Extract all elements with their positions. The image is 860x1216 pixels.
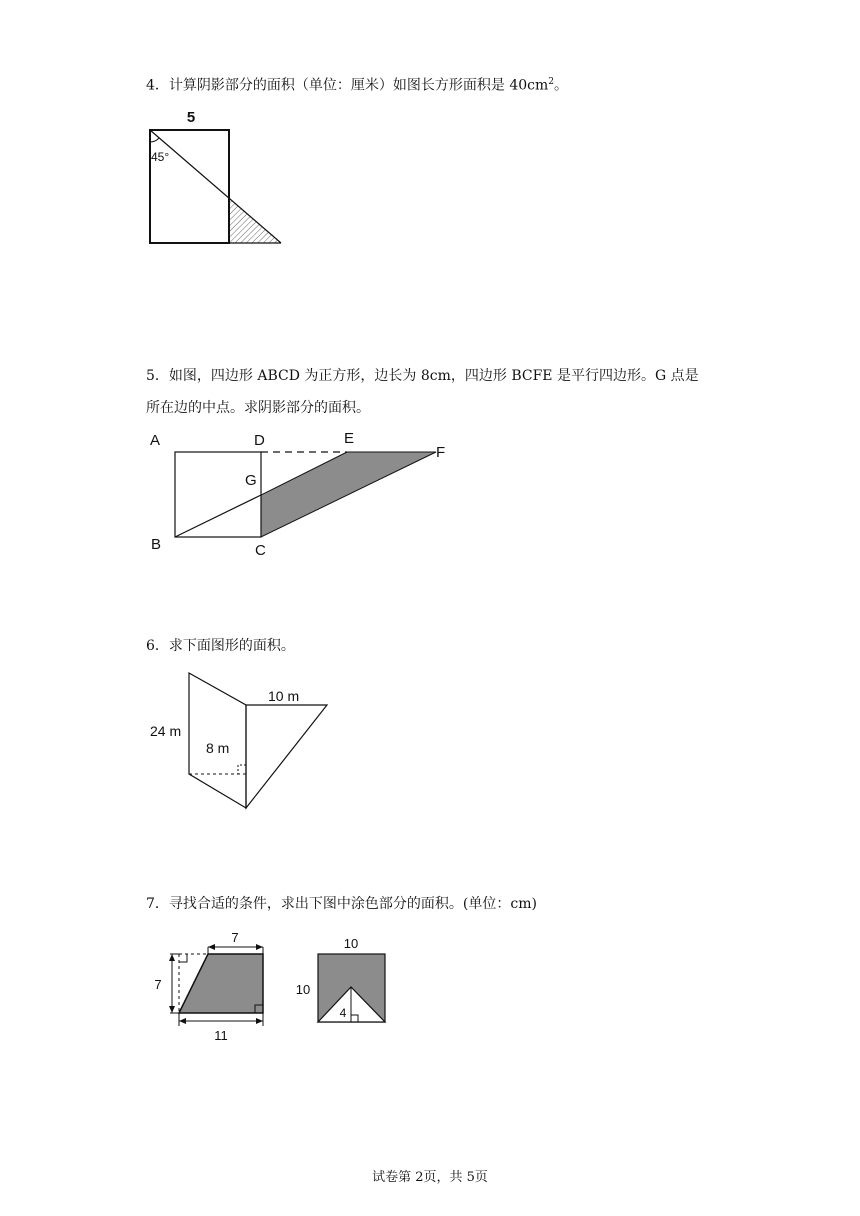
- figure-5: [140, 425, 460, 565]
- fig7-square-left-label: 10: [295, 982, 311, 997]
- question-5-line-2: 所在边的中点。求阴影部分的面积。: [146, 400, 370, 416]
- fig7-square-base-label: 4: [339, 1006, 347, 1020]
- question-4-text: 4．计算阴影部分的面积（单位：厘米）如图长方形面积是 40cm: [146, 77, 549, 94]
- fig4-top-label: 5: [186, 109, 196, 126]
- fig5-line-bg: [175, 495, 261, 537]
- fig6-left-label: 24 m: [150, 723, 182, 739]
- fig7-bottom-label: 11: [214, 1028, 228, 1043]
- fig7-trapezoid-shaded: [179, 954, 263, 1013]
- question-7: 7．寻找合适的条件，求出下图中涂色部分的面积。(单位：cm): [146, 896, 537, 912]
- fig4-diagonal: [150, 130, 281, 243]
- fig6-height-label: 8 m: [206, 740, 230, 756]
- fig7-left-label: 7: [154, 977, 162, 992]
- question-4-tail: 。: [554, 77, 569, 94]
- fig6-triangle: [246, 705, 327, 808]
- page-footer: 试卷第 2页，共 5页: [372, 1170, 488, 1185]
- fig5-label-f: F: [436, 444, 446, 461]
- fig4-angle-label: 45°: [151, 150, 170, 164]
- question-4-sup: 2: [548, 77, 555, 87]
- fig6-right-angle-mark: [238, 765, 246, 774]
- fig5-square: [175, 452, 261, 537]
- fig5-label-a: A: [150, 432, 161, 449]
- fig5-shaded-parallelogram: [261, 452, 436, 537]
- fig7-square-top-label: 10: [343, 936, 359, 951]
- question-6: 6．求下面图形的面积。: [146, 638, 295, 654]
- fig4-rectangle: [150, 130, 229, 243]
- fig7-right-angle-top: [179, 954, 187, 962]
- figure-6: [140, 665, 340, 815]
- figure-4: [140, 100, 300, 260]
- figure-7-trapezoid: [140, 925, 270, 1050]
- figure-7-square: [290, 930, 400, 1030]
- question-5-line-1: 5．如图，四边形 ABCD 为正方形，边长为 8cm，四边形 BCFE 是平行四边形。G 点是: [146, 368, 699, 384]
- fig7-top-label: 7: [231, 930, 239, 945]
- question-4: [146, 72, 568, 96]
- fig4-angle-arc: [150, 138, 159, 142]
- fig5-label-g: G: [245, 472, 257, 489]
- fig5-label-c: C: [255, 542, 266, 559]
- fig6-top-label: 10 m: [268, 688, 300, 704]
- fig5-label-b: B: [151, 536, 162, 553]
- fig5-label-e: E: [344, 430, 355, 447]
- fig5-label-d: D: [254, 432, 265, 449]
